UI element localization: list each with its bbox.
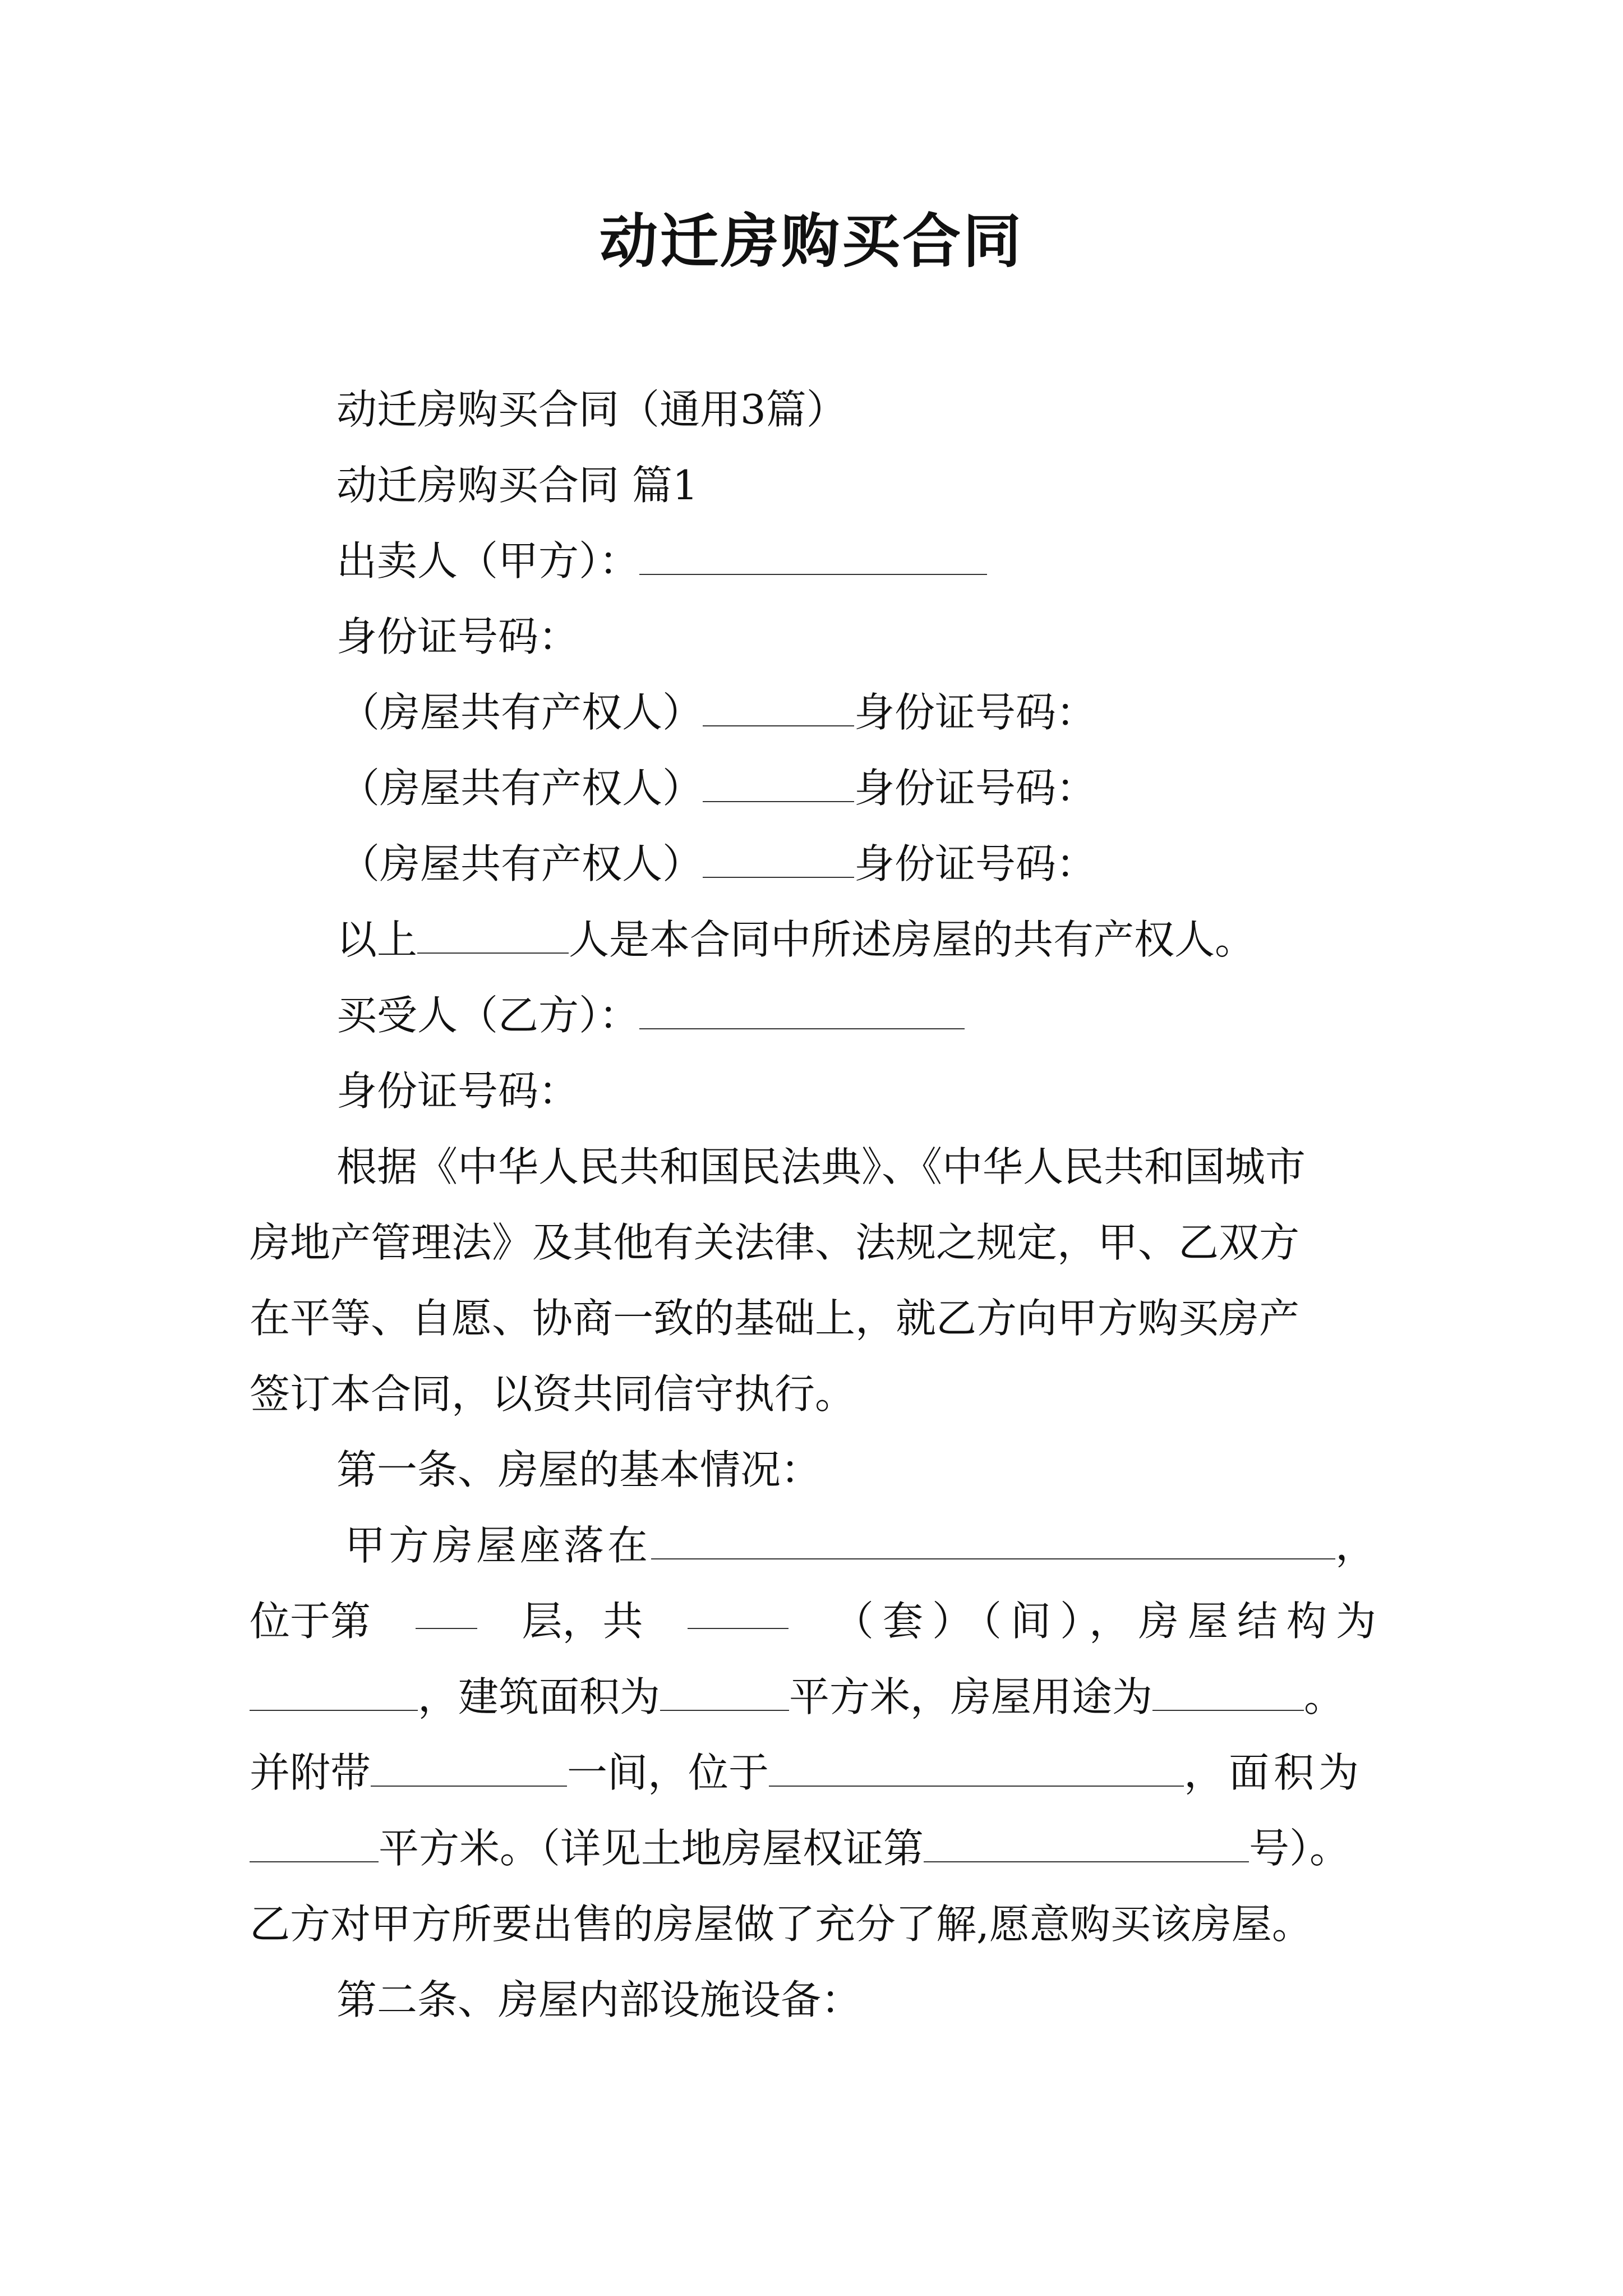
co-owner-label: （房屋共有产权人） [339, 689, 703, 736]
text-segment: ，面积为 [1184, 1749, 1364, 1796]
seller-label: 出卖人（甲方）： [336, 537, 640, 585]
attached-location-blank [769, 1751, 1184, 1787]
buyer-line [336, 987, 965, 1043]
text-segment: 以上 [336, 916, 418, 963]
text-segment: （套）（间），房屋结构为 [833, 1598, 1385, 1645]
text-segment: 。 [1304, 1673, 1345, 1720]
text-segment: 平方米。（详见土地房屋权证第 [379, 1825, 924, 1872]
seller-line [336, 533, 987, 589]
co-owner-id-label: 身份证号码： [854, 840, 1097, 887]
text-segment: 层，共 [522, 1598, 643, 1645]
attached-blank [371, 1751, 567, 1787]
co-owner-line [339, 760, 1096, 816]
buyer-id-line: 身份证号码： [336, 1068, 579, 1115]
text-segment: 人是本合同中所述房屋的共有产权人。 [569, 916, 1256, 963]
text-segment: 位于第 [250, 1598, 371, 1645]
co-owner-label: （房屋共有产权人） [339, 765, 703, 812]
section-heading: 动迁房购买合同 篇1 [336, 462, 698, 509]
paragraph-line: 在平等、自愿、协商一致的基础上，就乙方向甲方购买房产 [250, 1295, 1300, 1342]
text-segment: 并附带 [250, 1749, 371, 1796]
text-segment: 一间，位于 [567, 1749, 769, 1796]
co-owner-line [339, 836, 1096, 892]
seller-blank [639, 539, 987, 575]
attached-area-blank [250, 1826, 379, 1862]
document-title: 动迁房购买合同 [599, 206, 1023, 275]
co-owner-id-label: 身份证号码： [854, 765, 1097, 812]
co-owner-blank [703, 766, 854, 802]
area-blank [660, 1675, 789, 1711]
co-owner-label: （房屋共有产权人） [339, 840, 703, 887]
area-line [250, 1669, 1344, 1725]
text-segment: 号）。 [1249, 1825, 1350, 1872]
co-owner-blank [703, 691, 854, 726]
article-heading: 第一条、房屋的基本情况： [336, 1446, 822, 1493]
usage-blank [1152, 1675, 1304, 1711]
text-segment: ， [1335, 1522, 1380, 1569]
structure-blank [250, 1675, 418, 1711]
paragraph-line: 根据《中华人民共和国民法典》、《中华人民共和国城市 [336, 1143, 1306, 1190]
text-segment: ，建筑面积为 [418, 1673, 661, 1720]
attached-room-line [250, 1745, 1363, 1801]
buyer-label: 买受人（乙方）： [336, 992, 640, 1039]
paragraph-line: 签订本合同，以资共同信守执行。 [250, 1370, 856, 1418]
buyer-blank [639, 993, 965, 1029]
seller-id-line: 身份证号码： [336, 613, 579, 660]
location-blank [651, 1524, 1335, 1559]
location-line [345, 1517, 1379, 1573]
subtitle-line: 动迁房购买合同（通用3篇） [336, 386, 847, 433]
units-blank [688, 1593, 789, 1629]
co-owner-id-label: 身份证号码： [854, 689, 1097, 736]
certificate-line [250, 1820, 1350, 1876]
text-segment: 平方米，房屋用途为 [789, 1673, 1153, 1720]
article-heading: 第二条、房屋内部设施设备： [336, 1976, 862, 2023]
co-owner-line [339, 684, 1096, 740]
paragraph-line: 房地产管理法》及其他有关法律、法规之规定，甲、乙双方 [250, 1219, 1300, 1266]
certificate-number-blank [924, 1826, 1249, 1862]
floor-blank [416, 1593, 477, 1629]
co-owner-blank [703, 842, 854, 878]
floor-line [250, 1593, 1385, 1649]
paragraph-line: 乙方对甲方所要出售的房屋做了充分了解,愿意购买该房屋。 [250, 1901, 1312, 1948]
co-owner-count-line [336, 912, 1255, 968]
count-blank [417, 918, 569, 954]
text-segment: 甲方房屋座落在 [345, 1522, 652, 1569]
